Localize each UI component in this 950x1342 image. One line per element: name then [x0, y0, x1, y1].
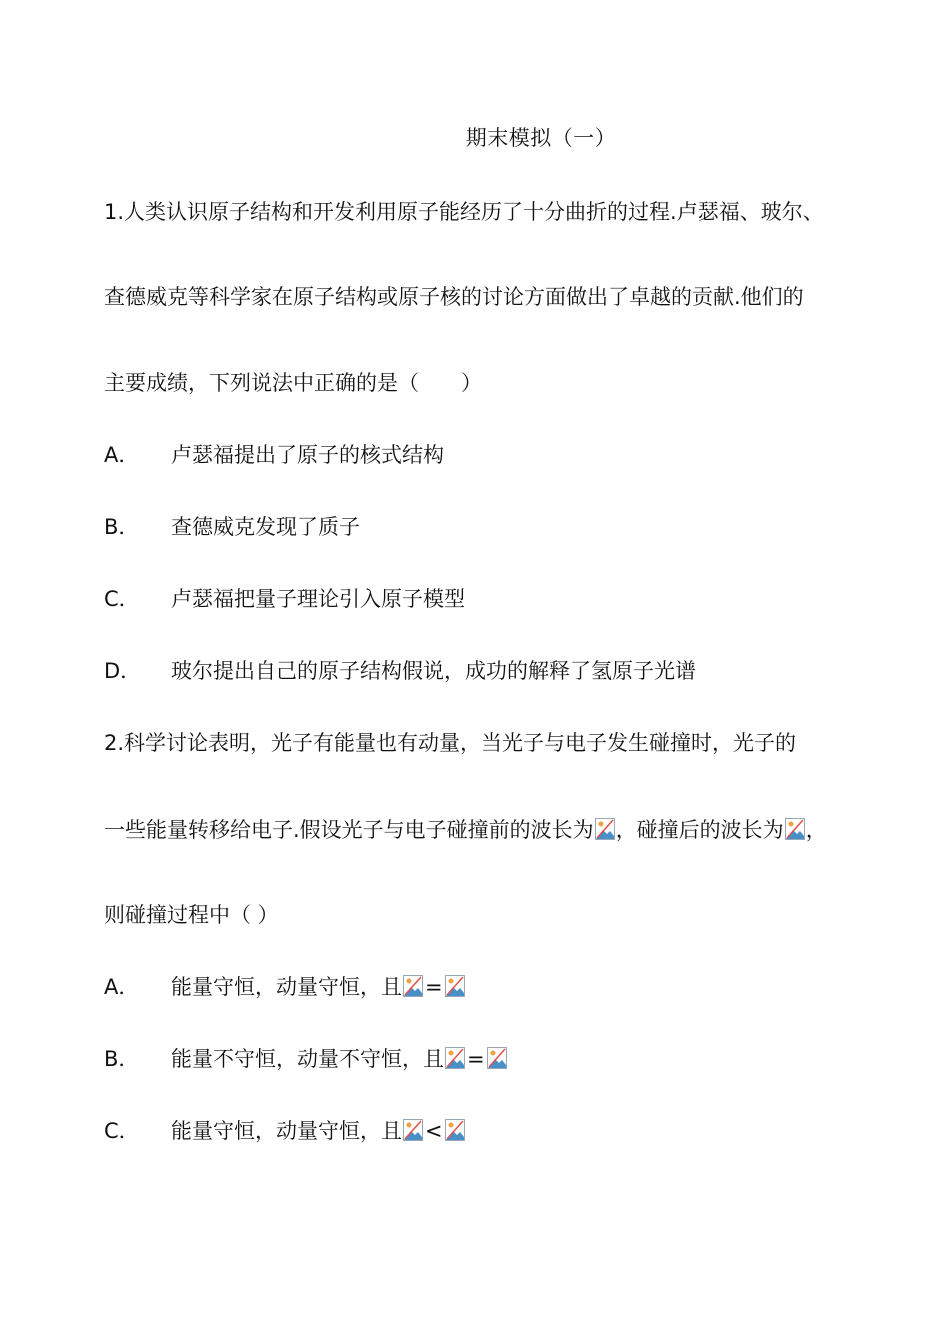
question-1-line-3: 主要成绩，下列说法中正确的是（ ） — [104, 371, 482, 395]
broken-image-icon — [785, 818, 805, 840]
broken-image-icon — [487, 1047, 507, 1069]
q1-option-c-letter: C． — [104, 587, 140, 611]
broken-image-icon — [595, 818, 615, 840]
broken-image-icon — [403, 975, 423, 997]
q2-option-c-operator: < — [425, 1119, 443, 1143]
q2-option-b-text: 能量不守恒，动量不守恒，且 — [171, 1047, 444, 1071]
q1-option-d-text: 玻尔提出自己的原子结构假说，成功的解释了氢原子光谱 — [171, 659, 696, 683]
question-2-line-2-part-c: ， — [805, 818, 827, 842]
q2-option-c-text: 能量守恒，动量守恒，且 — [171, 1119, 402, 1143]
question-2-line-3: 则碰撞过程中（ ） — [104, 903, 279, 927]
question-2-line-1: 2.科学讨论表明，光子有能量也有动量，当光子与电子发生碰撞时，光子的 — [104, 731, 797, 755]
question-2-line-2-part-a: 一些能量转移给电子.假设光子与电子碰撞前的波长为 — [104, 818, 594, 842]
q1-option-c-text: 卢瑟福把量子理论引入原子模型 — [171, 587, 465, 611]
question-2-line-2-part-b: ，碰撞后的波长为 — [615, 818, 784, 842]
page-title: 期末模拟（一） — [465, 126, 617, 150]
q1-option-b-text: 查德威克发现了质子 — [171, 515, 360, 539]
q1-option-a-text: 卢瑟福提出了原子的核式结构 — [171, 443, 444, 467]
q2-option-a-text: 能量守恒，动量守恒，且 — [171, 975, 402, 999]
q1-option-a-letter: A． — [104, 443, 140, 467]
q2-option-a-letter: A． — [104, 975, 140, 999]
broken-image-icon — [445, 1119, 465, 1141]
q2-option-b-letter: B． — [104, 1047, 140, 1071]
broken-image-icon — [445, 1047, 465, 1069]
q1-option-d-letter: D． — [104, 659, 142, 683]
question-1-line-1: 1.人类认识原子结构和开发利用原子能经历了十分曲折的过程.卢瑟福、玻尔、 — [104, 200, 824, 224]
q2-option-c — [171, 1116, 466, 1146]
question-2-line-2 — [104, 815, 827, 845]
q2-option-a-operator: = — [425, 975, 443, 999]
broken-image-icon — [445, 975, 465, 997]
question-1-line-2: 查德威克等科学家在原子结构或原子核的讨论方面做出了卓越的贡献.他们的 — [104, 285, 804, 309]
q2-option-a — [171, 972, 466, 1002]
broken-image-icon — [403, 1119, 423, 1141]
q2-option-c-letter: C． — [104, 1119, 140, 1143]
q1-option-b-letter: B． — [104, 515, 140, 539]
q2-option-b-operator: = — [467, 1047, 485, 1071]
q2-option-b — [171, 1044, 508, 1074]
